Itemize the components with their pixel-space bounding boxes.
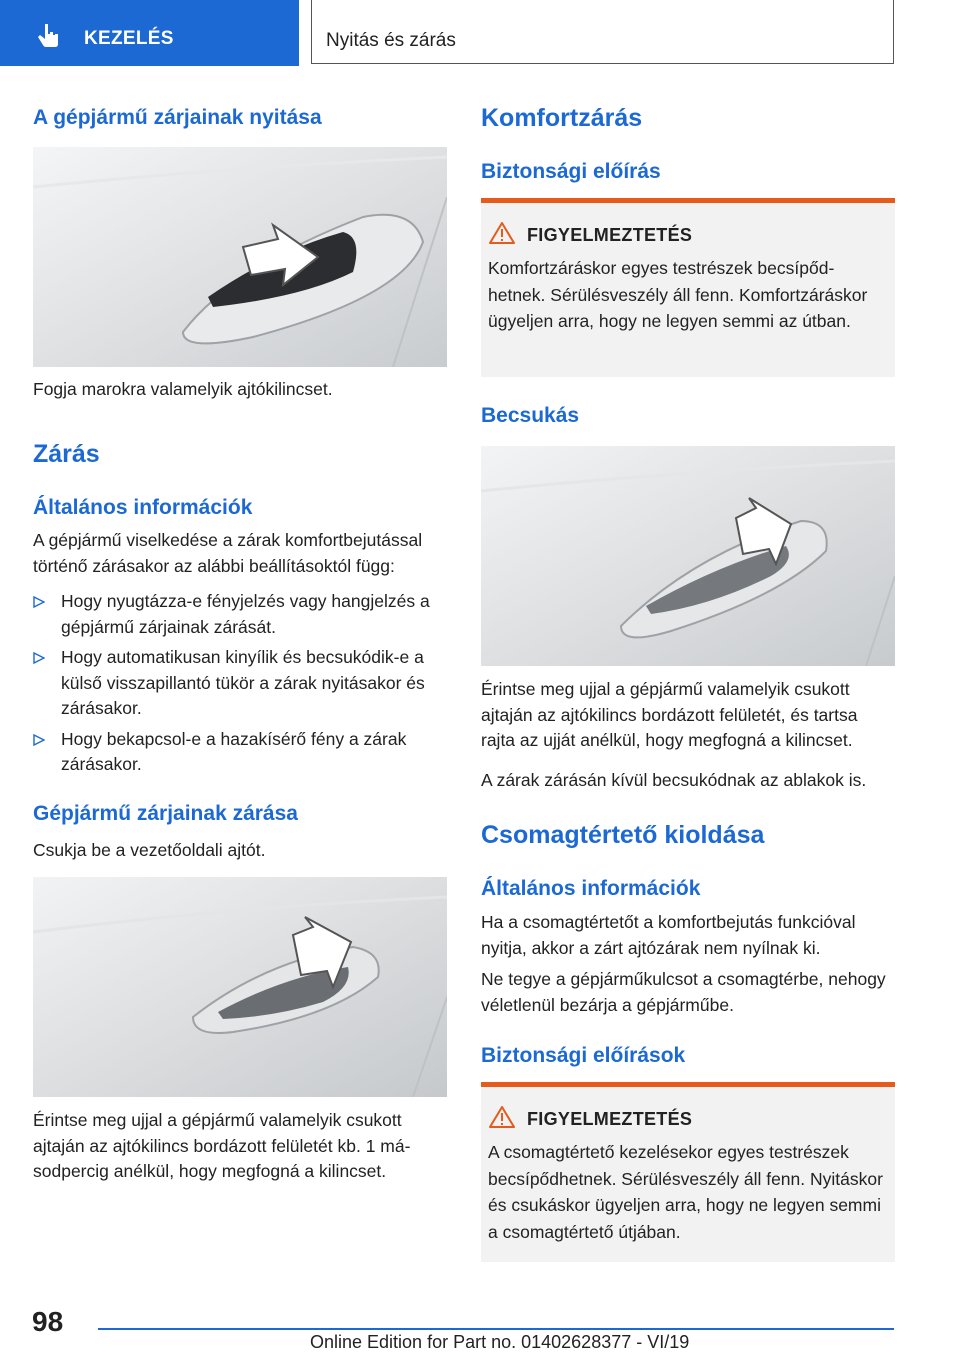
- heading-safety: Biztonsági előírás: [481, 160, 661, 183]
- heading-general-info: Általános információk: [33, 496, 253, 519]
- door-handle-touch-image: [481, 446, 895, 666]
- bullet-triangle-icon: [33, 596, 45, 608]
- list-item: Hogy automatikusan kinyílik és becsukódik-e a külső visszapillantó tükör a zárak nyitásakor és zárásakor.: [33, 645, 447, 722]
- paragraph-trunk-2: Ne tegye a gépjárműkulcsot a csomagtérbe, nehogy véletlenül bezárja a gépjárműbe.: [481, 969, 886, 1015]
- warning-title: FIGYELMEZTETÉS: [527, 1109, 693, 1129]
- chapter-title: Nyitás és zárás: [326, 30, 456, 51]
- bullet-triangle-icon: [33, 734, 45, 746]
- warning-title: FIGYELMEZTETÉS: [527, 225, 693, 245]
- warning-triangle-icon: [489, 1105, 515, 1129]
- list-item: Hogy nyugtázza-e fényjelzés vagy hangjelzés a gépjármű zárjainak zárását.: [33, 589, 447, 640]
- chapter-header: [311, 0, 894, 64]
- door-handle-grip-image: [33, 147, 447, 367]
- paragraph-trunk-1: Ha a csomagtértetőt a komfortbejutás funkcióval nyitja, akkor a zárt ajtózárak nem nyílnak ki.: [481, 912, 856, 958]
- bullet-triangle-icon: [33, 652, 45, 664]
- section-tab-label: KEZELÉS: [84, 28, 174, 49]
- paragraph-general: A gépjármű viselkedése a zárak komfortbejutással történő zárásakor az alábbi beállításoktól függ:: [33, 530, 423, 576]
- settings-list: [33, 589, 447, 783]
- caption-open: Fogja marokra valamelyik ajtókilincset.: [33, 379, 333, 399]
- hand-pointer-icon: [36, 22, 62, 48]
- paragraph-lock: Csukja be a vezetőoldali ajtót.: [33, 840, 266, 860]
- paragraph-windows: A zárak zárásán kívül becsukódnak az ablakok is.: [481, 770, 867, 790]
- edition-note: Online Edition for Part no. 01402628377 - VI/19: [310, 1332, 690, 1352]
- heading-open-locks: A gépjármű zárjainak nyitása: [33, 106, 322, 129]
- door-handle-lock-image: [33, 877, 447, 1097]
- warning-box-trunk: [481, 1082, 895, 1262]
- warning-body: Komfortzáráskor egyes testrészek becsípődhetnek. Sérülésveszély áll fenn. Komfortzáráskor ügyeljen arra, hogy ne legyen semmi az útban.: [488, 258, 868, 331]
- heading-general-info-2: Általános információk: [481, 877, 701, 900]
- footer-divider: [98, 1328, 894, 1330]
- section-tab: [0, 0, 299, 66]
- heading-closing-windows: Becsukás: [481, 404, 580, 427]
- warning-body: A csomagtértető kezelésekor egyes testrészek becsípődhetnek. Sérülésveszély áll fenn. Nyitáskor és csukáskor ügyeljen arra, hogy ne legyen semmi a csomagtértető útjában.: [488, 1142, 883, 1242]
- heading-safety-2: Biztonsági előírások: [481, 1044, 686, 1067]
- warning-box-comfort: [481, 198, 895, 377]
- caption-lock: Érintse meg ujjal a gépjármű valamelyik csukott ajtaján az ajtókilincs bordázott felületét kb. 1 másodpercig anélkül, hogy megfogná a kilincset.: [33, 1110, 411, 1181]
- heading-comfort-lock: Komfortzárás: [481, 104, 643, 132]
- heading-trunk-release: Csomagtértető kioldása: [481, 821, 765, 849]
- heading-closing: Zárás: [33, 440, 100, 468]
- page-number: 98: [32, 1306, 64, 1337]
- warning-triangle-icon: [489, 221, 515, 245]
- caption-touch: Érintse meg ujjal a gépjármű valamelyik csukott ajtaján az ajtókilincs bordázott felületét, és tartsa rajta az ujját anélkül, hogy megfogná a kilincset.: [481, 679, 858, 750]
- heading-lock-vehicle: Gépjármű zárjainak zárása: [33, 802, 298, 825]
- list-item: Hogy bekapcsol-e a hazakísérő fény a zárak zárásakor.: [33, 727, 447, 778]
